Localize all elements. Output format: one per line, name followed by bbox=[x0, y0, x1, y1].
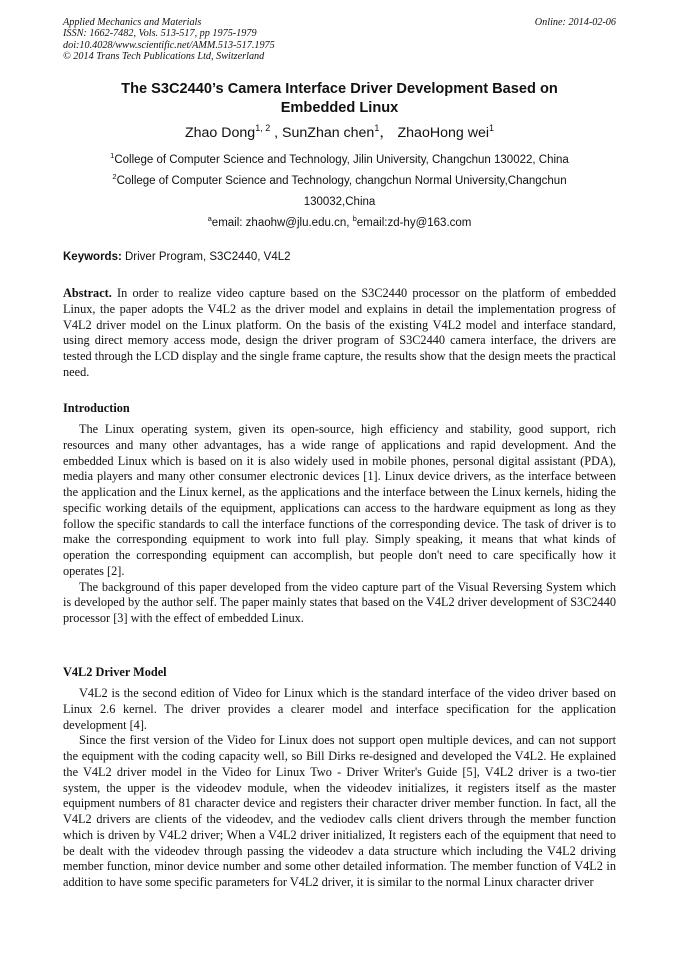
email-sup: b bbox=[352, 214, 357, 223]
affiliation-2 bbox=[63, 171, 616, 213]
paragraph: The background of this paper developed from the video capture part of the Visual Reversing System which is developed by the author self. The paper mainly states that based on the V4L2 driver development of S3C2440 processor [3] with the effect of embedded Linux. bbox=[63, 579, 616, 625]
paragraph: Since the first version of the Video for Linux does not support open multiple devices, and can not support the equipment with the coding capacity well, so Bill Dirks re-designed and developed the V4L2. He explained the V4L2 driver model in the Video for Linux Two - Driver Writer's Guide [5], V4L2 driver is a two-tier system, the upper is the videodev module, when the videodev initializes, it registers itself as the master equipment numbers of 81 character device and registers their character driver member function. In fact, all the V4L2 drivers are clients of the videodev, and the vediodev calls client drivers through the member function which is driven by V4L2 driver; When a V4L2 driver initialized, It registers each of the equipment that need to be dealt with the videodev through passing the videodev a data structure which including the V4L2 driving member function, minor device number and some other detailed information. The member function of V4L2 in addition to have some specific parameters for V4L2 driver, it is similar to the normal Linux character driver bbox=[63, 733, 616, 889]
email-text: email:zd-hy@163.com bbox=[356, 217, 472, 229]
keywords-text: Driver Program, S3C2440, V4L2 bbox=[121, 251, 291, 263]
abstract bbox=[63, 286, 616, 381]
author-separator: , bbox=[270, 125, 283, 141]
email-text: email: zhaohw@jlu.edu.cn, bbox=[211, 217, 353, 229]
journal-header bbox=[63, 17, 616, 63]
title-line-2: Embedded Linux bbox=[280, 100, 399, 116]
online-date: Online: 2014-02-06 bbox=[534, 17, 616, 28]
affiliation-text: College of Computer Science and Technology, changchun Normal University,Changchun bbox=[116, 175, 567, 187]
v4l2-body bbox=[63, 686, 616, 891]
paragraph: V4L2 is the second edition of Video for Linux which is the standard interface of the video driver based on Linux 2.6 kernel. The driver provides a clearer model and interface specification for the application development [4]. bbox=[63, 686, 616, 732]
author-name: SunZhan chen bbox=[282, 125, 375, 141]
introduction-body bbox=[63, 422, 616, 627]
issn-line: ISSN: 1662-7482, Vols. 513-517, pp 1975-1979 bbox=[63, 28, 257, 40]
author-name: Zhao Dong bbox=[184, 125, 256, 141]
section-heading-introduction: Introduction bbox=[63, 401, 130, 415]
paper-title bbox=[63, 80, 616, 118]
abstract-text: In order to realize video capture based on the S3C2440 processor on the platform of embedded Linux, the paper adopts the V4L2 as the driver model and explains in detail the implementation progress of V4L2 driver model on the Linux platform. On the basis of the existing V4L2 model and interface standard, using direct memory access mode, design the driver program of S3C2440 camera interface, the drivers are tested through the LCD display and the single frame capture, the results show that the design meets the practical need. bbox=[63, 286, 616, 379]
email-sup: a bbox=[207, 214, 212, 223]
author-name: ZhaoHong wei bbox=[397, 125, 489, 141]
author-affil-sup: 1 bbox=[374, 123, 380, 133]
affiliation-sup: 1 bbox=[110, 151, 115, 160]
author-emails bbox=[63, 213, 616, 234]
author-affil-sup: 1, 2 bbox=[255, 123, 271, 133]
affiliation-1 bbox=[63, 150, 616, 171]
title-line-1: The S3C2440’s Camera Interface Driver Development Based on bbox=[121, 81, 558, 97]
keywords bbox=[63, 248, 616, 266]
abstract-label: Abstract. bbox=[63, 286, 112, 300]
affiliation-text: College of Computer Science and Technology, Jilin University, Changchun 130022, China bbox=[114, 154, 569, 166]
section-heading-v4l2: V4L2 Driver Model bbox=[63, 665, 167, 679]
author-list bbox=[63, 124, 616, 142]
journal-name: Applied Mechanics and Materials bbox=[63, 17, 202, 28]
paragraph: The Linux operating system, given its open-source, high efficiency and stability, good support, rich resources and many other advantages, has a wide range of applications and rapid development. And the embedded Linux which is based on it is also widely used in mobile phones, personal digital assistant (PDA), media players and many other consumer electronic devices [1]. Linux device drivers, as the interface between the application and the Linux kernel, as the applications and the interface between the Linux kernels, hiding the specific working details of the equipment, applications can access to the hardware equipment as long as they follow the specific standards to call the interface functions of the corresponding device. The task of driver is to make the corresponding equipment to work into full play. Simply speaking, it means that what kinds of operation the corresponding equipment can accomplish, but people don't need to care specifically how it operates [2]. bbox=[63, 422, 616, 578]
doi-line: doi:10.4028/www.scientific.net/AMM.513-517.1975 bbox=[63, 39, 275, 51]
author-affil-sup: 1 bbox=[489, 123, 495, 133]
author-separator: ， bbox=[379, 125, 394, 141]
keywords-label: Keywords: bbox=[63, 251, 122, 263]
copyright-line: © 2014 Trans Tech Publications Ltd, Switzerland bbox=[63, 51, 265, 63]
affiliation-text-cont: 130032,China bbox=[303, 196, 376, 208]
affiliation-sup: 2 bbox=[112, 172, 117, 181]
